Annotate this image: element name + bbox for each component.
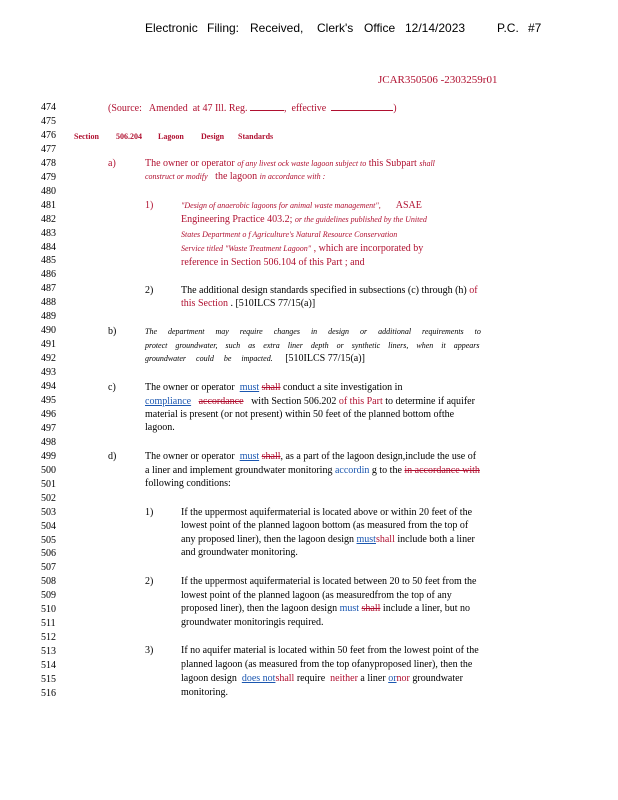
line-number: 480: [41, 185, 56, 197]
subsection-d-line2: a liner and implement groundwater monitoring accordin g to the in accordance with: [145, 465, 480, 476]
section-number: 506.204: [116, 132, 142, 141]
subsection-c-line3: material is present (or not present) within 50 feet of the planned bottom ofthe: [145, 409, 455, 420]
item-a1-line4: Service titled "Waste Treatment Lagoon" , which are incorporated by: [181, 243, 424, 254]
header-received: Received,: [250, 21, 304, 35]
subsection-b-line3: groundwater could be impacted. [510ILCS 77/15(a)]: [145, 353, 365, 364]
line-number: 482: [41, 213, 56, 225]
line-number: 509: [41, 590, 56, 602]
line-number: 514: [41, 660, 56, 671]
subsection-a-line1: The owner or operator of any livest ock waste lagoon subject to this Subpart shall: [145, 158, 435, 169]
header-date: 12/14/2023: [405, 21, 466, 35]
item-d3-line2: planned lagoon (as measured from the top ofanyproposed liner), then the: [181, 659, 473, 670]
subsection-b-line2: protect groundwater, such as extra liner depth or synthetic liners, when it appears: [145, 341, 480, 350]
item-d3-line1: If no aquifer material is located within 50 feet from the lowest point of the: [181, 645, 479, 656]
line-number: 477: [41, 143, 56, 155]
item-d1-line4: and groundwater monitoring.: [181, 547, 298, 558]
header-office: Office: [364, 21, 396, 35]
line-number: 474: [41, 102, 56, 113]
subsection-b-line1: The department may require changes in design or additional requirements to: [145, 327, 481, 336]
line-number: 495: [41, 394, 56, 406]
line-number: 496: [41, 408, 56, 420]
item-d1-line1: If the uppermost aquifermaterial is located above or within 20 feet of the: [181, 507, 473, 518]
section-word: Section: [74, 132, 99, 141]
line-number: 484: [41, 241, 56, 253]
subsection-d-line1: The owner or operator must shall, as a part of the lagoon design,include the use of: [145, 451, 477, 462]
line-number: 483: [41, 227, 56, 239]
line-number: 502: [41, 492, 56, 504]
item-d1-line3: any proposed liner), then the lagoon design mustshall include both a liner: [181, 534, 475, 545]
line-number: 479: [41, 171, 56, 183]
subsection-c-label: c): [108, 382, 116, 393]
line-number: 510: [41, 604, 56, 616]
item-d3-label: 3): [145, 645, 154, 656]
item-d1-label: 1): [145, 507, 154, 518]
line-number: 503: [41, 506, 56, 518]
header-filing: Filing:: [207, 21, 240, 35]
line-number: 501: [41, 478, 56, 490]
item-d2-line4: groundwater monitoringis required.: [181, 617, 324, 628]
item-d2-line1: If the uppermost aquifermaterial is located between 20 to 50 feet from the: [181, 576, 477, 587]
item-d1-line2: lowest point of the planned lagoon bottom (as measured from the top of: [181, 520, 469, 531]
subsection-a-label: a): [108, 158, 116, 169]
line-number: 516: [41, 687, 56, 699]
line-number: 489: [41, 311, 56, 323]
item-d3-line4: monitoring.: [181, 687, 228, 698]
item-a1-line1: "Design of anaerobic lagoons for animal waste management", ASAE: [181, 200, 422, 211]
subsection-c-line4: lagoon.: [145, 422, 175, 433]
line-number: 478: [41, 157, 56, 169]
line-number: 515: [41, 673, 56, 685]
line-number: 493: [41, 367, 56, 379]
line-number: 476: [41, 129, 56, 141]
item-a2-line2: this Section . [510ILCS 77/15(a)]: [181, 298, 316, 309]
line-number: 511: [41, 618, 56, 630]
line-number: 499: [41, 450, 56, 462]
subsection-c-line1: The owner or operator must shall conduct a site investigation in: [145, 382, 403, 393]
line-number: 506: [41, 548, 56, 560]
source-note: (Source: Amended at 47 Ill. Reg. , effective ): [108, 103, 397, 114]
item-a1-label: 1): [145, 200, 154, 211]
line-number: 497: [41, 422, 56, 434]
header-clerks: Clerk's: [317, 21, 354, 35]
item-d2-label: 2): [145, 576, 154, 587]
header-pc-number: #7: [528, 21, 542, 35]
line-number: 488: [41, 297, 56, 309]
filing-header: [0, 21, 618, 37]
blank-effective: [331, 110, 393, 111]
item-d2-line2: lowest point of the planned lagoon (as measuredfrom the top of any: [181, 590, 452, 601]
blank-register: [250, 110, 284, 111]
line-number: 494: [41, 381, 56, 392]
line-number: 498: [41, 436, 56, 448]
line-number: 500: [41, 464, 56, 476]
section-title-3: Standards: [238, 132, 274, 141]
item-d2-line3: proposed liner), then the lagoon design must shall include a liner, but no: [181, 603, 470, 614]
item-a2-label: 2): [145, 285, 154, 296]
subsection-d-line3: following conditions:: [145, 478, 231, 489]
line-number: 485: [41, 255, 56, 267]
item-a1-line2: Engineering Practice 403.2; or the guidelines published by the United: [181, 214, 427, 225]
item-d3-line3: lagoon design does notshall require neither a liner ornor groundwater: [181, 673, 463, 684]
line-number: 513: [41, 646, 56, 657]
line-number: 475: [41, 116, 56, 127]
header-pc: P.C.: [497, 21, 519, 35]
item-a2-line1: The additional design standards specified in subsections (c) through (h) of: [181, 285, 478, 296]
header-electronic: Electronic: [145, 21, 198, 35]
section-title-2: Design: [201, 132, 225, 141]
line-number: 505: [41, 534, 56, 546]
line-number: 486: [41, 269, 56, 281]
line-number: 512: [41, 632, 56, 644]
line-number: 508: [41, 576, 56, 588]
section-title-1: Lagoon: [158, 132, 184, 141]
subsection-c-line2: compliance accordance with Section 506.202 of this Part to determine if aquifer: [145, 396, 475, 407]
line-number: 491: [41, 339, 56, 351]
subsection-a-line2: construct or modify the lagoon in accordance with :: [145, 171, 326, 182]
line-number: 481: [41, 199, 56, 211]
subsection-b-label: b): [108, 326, 117, 337]
line-number: 492: [41, 353, 56, 365]
line-number: 504: [41, 520, 56, 532]
document-id: JCAR350506 -2303259r01: [378, 74, 498, 86]
line-number: 487: [41, 283, 56, 295]
item-a1-line3: States Department o f Agriculture's Natural Resource Conservation: [181, 230, 398, 239]
subsection-d-label: d): [108, 451, 117, 462]
line-number: 490: [41, 325, 56, 337]
line-number: 507: [41, 562, 56, 574]
item-a1-line5: reference in Section 506.104 of this Part ; and: [181, 257, 365, 268]
